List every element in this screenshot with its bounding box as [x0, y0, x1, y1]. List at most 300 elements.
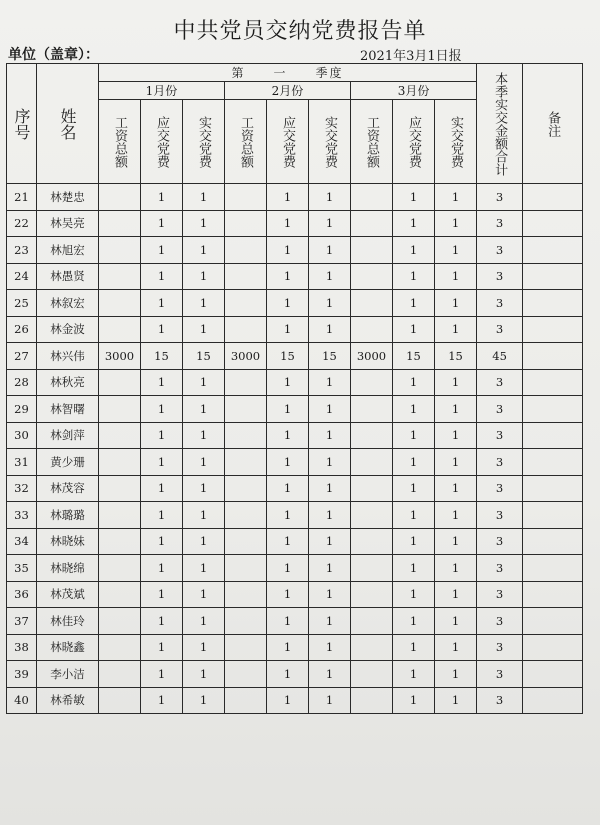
due-cell: 1	[267, 581, 309, 608]
paid-cell: 1	[435, 502, 477, 529]
paid-cell: 1	[183, 316, 225, 343]
due-cell: 1	[141, 502, 183, 529]
salary-cell	[351, 449, 393, 476]
salary-cell	[225, 263, 267, 290]
name-cell: 林璐璐	[37, 502, 99, 529]
salary-cell	[351, 184, 393, 211]
due-cell: 1	[141, 237, 183, 264]
table-row	[7, 343, 583, 370]
header-quarter: 第 一 季度	[99, 64, 477, 82]
paid-cell: 1	[309, 449, 351, 476]
header-salary: 工资总额	[99, 100, 141, 184]
due-cell: 1	[141, 528, 183, 555]
due-cell: 1	[393, 608, 435, 635]
paid-cell: 1	[309, 290, 351, 317]
paid-cell: 1	[435, 263, 477, 290]
table-row	[7, 608, 583, 635]
table-row	[7, 369, 583, 396]
salary-cell	[99, 237, 141, 264]
paid-cell: 1	[435, 608, 477, 635]
salary-cell	[351, 634, 393, 661]
salary-cell	[225, 634, 267, 661]
paid-cell: 1	[435, 316, 477, 343]
remark-cell	[523, 369, 583, 396]
header-quarter-total: 本季实交金额合计	[477, 64, 523, 184]
remark-cell	[523, 184, 583, 211]
paid-cell: 1	[183, 184, 225, 211]
seq-cell: 27	[7, 343, 37, 370]
table-row	[7, 422, 583, 449]
paid-cell: 1	[435, 290, 477, 317]
salary-cell	[99, 449, 141, 476]
total-cell: 3	[477, 502, 523, 529]
seq-cell: 22	[7, 210, 37, 237]
due-cell: 15	[393, 343, 435, 370]
table-row	[7, 634, 583, 661]
paid-cell: 1	[435, 634, 477, 661]
due-cell: 1	[393, 369, 435, 396]
name-cell: 林晓绵	[37, 555, 99, 582]
salary-cell: 3000	[351, 343, 393, 370]
salary-cell	[225, 608, 267, 635]
salary-cell	[99, 184, 141, 211]
report-date: 2021年3月1日报	[360, 49, 462, 64]
paid-cell: 15	[183, 343, 225, 370]
due-cell: 1	[393, 634, 435, 661]
paid-cell: 1	[183, 396, 225, 423]
total-cell: 3	[477, 528, 523, 555]
due-cell: 1	[267, 237, 309, 264]
salary-cell	[225, 369, 267, 396]
paid-cell: 1	[309, 502, 351, 529]
name-cell: 林佳玲	[37, 608, 99, 635]
table-row	[7, 290, 583, 317]
table-row	[7, 528, 583, 555]
due-cell: 1	[393, 210, 435, 237]
remark-cell	[523, 687, 583, 714]
table-row	[7, 687, 583, 714]
salary-cell	[351, 369, 393, 396]
name-cell: 李小洁	[37, 661, 99, 688]
salary-cell	[351, 528, 393, 555]
due-cell: 1	[267, 502, 309, 529]
salary-cell	[99, 290, 141, 317]
salary-cell	[225, 210, 267, 237]
seq-cell: 30	[7, 422, 37, 449]
total-cell: 3	[477, 184, 523, 211]
paid-cell: 1	[183, 449, 225, 476]
table-row	[7, 555, 583, 582]
total-cell: 3	[477, 634, 523, 661]
salary-cell	[99, 475, 141, 502]
paid-cell: 1	[183, 422, 225, 449]
seq-cell: 33	[7, 502, 37, 529]
table-row	[7, 184, 583, 211]
salary-cell: 3000	[99, 343, 141, 370]
paid-cell: 15	[309, 343, 351, 370]
name-cell: 林晓妹	[37, 528, 99, 555]
salary-cell	[351, 237, 393, 264]
salary-cell	[225, 396, 267, 423]
salary-cell	[99, 502, 141, 529]
due-cell: 1	[141, 475, 183, 502]
name-cell: 林吴亮	[37, 210, 99, 237]
paid-cell: 1	[309, 634, 351, 661]
due-cell: 1	[267, 449, 309, 476]
total-cell: 3	[477, 290, 523, 317]
due-cell: 1	[393, 661, 435, 688]
name-cell: 林愚贤	[37, 263, 99, 290]
due-cell: 1	[267, 210, 309, 237]
seq-cell: 35	[7, 555, 37, 582]
due-cell: 1	[393, 237, 435, 264]
total-cell: 3	[477, 422, 523, 449]
remark-cell	[523, 263, 583, 290]
seq-cell: 34	[7, 528, 37, 555]
salary-cell	[351, 290, 393, 317]
header-due: 应交党费	[393, 100, 435, 184]
remark-cell	[523, 528, 583, 555]
salary-cell	[225, 237, 267, 264]
due-cell: 1	[393, 290, 435, 317]
remark-cell	[523, 581, 583, 608]
due-cell: 1	[393, 263, 435, 290]
paid-cell: 1	[309, 237, 351, 264]
table-row	[7, 502, 583, 529]
due-cell: 1	[267, 263, 309, 290]
due-cell: 1	[393, 422, 435, 449]
table-row	[7, 237, 583, 264]
total-cell: 3	[477, 369, 523, 396]
paid-cell: 1	[309, 608, 351, 635]
due-cell: 1	[267, 661, 309, 688]
name-cell: 林茂容	[37, 475, 99, 502]
salary-cell	[225, 661, 267, 688]
paid-cell: 1	[435, 210, 477, 237]
salary-cell	[99, 687, 141, 714]
salary-cell	[351, 661, 393, 688]
total-cell: 3	[477, 555, 523, 582]
paid-cell: 1	[309, 263, 351, 290]
name-cell: 林晓鑫	[37, 634, 99, 661]
due-cell: 1	[141, 449, 183, 476]
due-cell: 1	[267, 396, 309, 423]
paid-cell: 1	[309, 422, 351, 449]
salary-cell	[99, 528, 141, 555]
seq-cell: 26	[7, 316, 37, 343]
remark-cell	[523, 661, 583, 688]
paid-cell: 1	[309, 396, 351, 423]
remark-cell	[523, 449, 583, 476]
paid-cell: 1	[309, 528, 351, 555]
due-cell: 1	[267, 290, 309, 317]
paid-cell: 1	[435, 687, 477, 714]
header-salary: 工资总额	[225, 100, 267, 184]
due-cell: 1	[141, 316, 183, 343]
salary-cell	[351, 502, 393, 529]
header-paid: 实交党费	[183, 100, 225, 184]
salary-cell	[99, 555, 141, 582]
total-cell: 3	[477, 396, 523, 423]
due-cell: 1	[141, 634, 183, 661]
total-cell: 3	[477, 263, 523, 290]
paid-cell: 1	[183, 581, 225, 608]
paid-cell: 1	[183, 608, 225, 635]
seq-cell: 40	[7, 687, 37, 714]
table-row	[7, 475, 583, 502]
seq-cell: 21	[7, 184, 37, 211]
paid-cell: 1	[435, 528, 477, 555]
due-cell: 15	[141, 343, 183, 370]
due-cell: 1	[393, 502, 435, 529]
header-seq: 序号	[7, 64, 37, 184]
table-row	[7, 396, 583, 423]
due-cell: 1	[141, 555, 183, 582]
due-cell: 1	[393, 687, 435, 714]
due-cell: 1	[393, 581, 435, 608]
name-cell: 林剑萍	[37, 422, 99, 449]
due-cell: 1	[393, 396, 435, 423]
salary-cell	[351, 422, 393, 449]
due-cell: 1	[267, 634, 309, 661]
salary-cell	[225, 290, 267, 317]
dues-table	[6, 63, 583, 714]
paid-cell: 1	[309, 687, 351, 714]
header-remark: 备注	[523, 64, 583, 184]
salary-cell	[99, 608, 141, 635]
salary-cell	[99, 661, 141, 688]
table-row	[7, 263, 583, 290]
name-cell: 林秋亮	[37, 369, 99, 396]
due-cell: 1	[141, 263, 183, 290]
paid-cell: 1	[183, 661, 225, 688]
paid-cell: 1	[309, 581, 351, 608]
due-cell: 1	[393, 449, 435, 476]
remark-cell	[523, 210, 583, 237]
table-row	[7, 449, 583, 476]
total-cell: 3	[477, 661, 523, 688]
remark-cell	[523, 475, 583, 502]
paid-cell: 1	[435, 422, 477, 449]
seq-cell: 29	[7, 396, 37, 423]
paid-cell: 1	[183, 210, 225, 237]
due-cell: 1	[141, 661, 183, 688]
paid-cell: 1	[183, 475, 225, 502]
salary-cell	[225, 184, 267, 211]
header-paid: 实交党费	[435, 100, 477, 184]
due-cell: 1	[141, 210, 183, 237]
header-month-3: 3月份	[351, 82, 477, 100]
due-cell: 1	[393, 184, 435, 211]
remark-cell	[523, 290, 583, 317]
header-due: 应交党费	[141, 100, 183, 184]
paid-cell: 1	[309, 661, 351, 688]
name-cell: 林茂斌	[37, 581, 99, 608]
salary-cell	[99, 581, 141, 608]
paid-cell: 1	[183, 237, 225, 264]
due-cell: 1	[141, 422, 183, 449]
seq-cell: 28	[7, 369, 37, 396]
total-cell: 3	[477, 581, 523, 608]
paid-cell: 1	[435, 661, 477, 688]
due-cell: 1	[267, 475, 309, 502]
total-cell: 3	[477, 316, 523, 343]
unit-label: 单位（盖章）：	[8, 47, 99, 63]
due-cell: 1	[393, 528, 435, 555]
remark-cell	[523, 502, 583, 529]
page-title: 中共党员交纳党费报告单	[173, 19, 427, 44]
paid-cell: 1	[435, 369, 477, 396]
due-cell: 1	[267, 687, 309, 714]
due-cell: 1	[393, 555, 435, 582]
remark-cell	[523, 555, 583, 582]
due-cell: 1	[267, 608, 309, 635]
name-cell: 林智曙	[37, 396, 99, 423]
seq-cell: 31	[7, 449, 37, 476]
salary-cell	[225, 449, 267, 476]
salary-cell	[351, 608, 393, 635]
paid-cell: 1	[435, 237, 477, 264]
remark-cell	[523, 396, 583, 423]
name-cell: 林旭宏	[37, 237, 99, 264]
salary-cell	[225, 687, 267, 714]
remark-cell	[523, 422, 583, 449]
header-month-2: 2月份	[225, 82, 351, 100]
salary-cell	[99, 369, 141, 396]
salary-cell	[225, 422, 267, 449]
seq-cell: 23	[7, 237, 37, 264]
name-cell: 林兴伟	[37, 343, 99, 370]
total-cell: 3	[477, 237, 523, 264]
salary-cell	[99, 422, 141, 449]
due-cell: 1	[141, 184, 183, 211]
table-row	[7, 316, 583, 343]
paid-cell: 15	[435, 343, 477, 370]
paid-cell: 1	[183, 263, 225, 290]
remark-cell	[523, 634, 583, 661]
total-cell: 3	[477, 449, 523, 476]
total-cell: 3	[477, 687, 523, 714]
paid-cell: 1	[435, 396, 477, 423]
name-cell: 黄少珊	[37, 449, 99, 476]
paid-cell: 1	[183, 687, 225, 714]
due-cell: 1	[393, 316, 435, 343]
header-paid: 实交党费	[309, 100, 351, 184]
salary-cell	[351, 210, 393, 237]
due-cell: 1	[141, 290, 183, 317]
paid-cell: 1	[183, 528, 225, 555]
salary-cell	[225, 555, 267, 582]
due-cell: 1	[267, 528, 309, 555]
header-month-1: 1月份	[99, 82, 225, 100]
name-cell: 林金波	[37, 316, 99, 343]
due-cell: 1	[267, 184, 309, 211]
salary-cell	[351, 581, 393, 608]
paid-cell: 1	[309, 316, 351, 343]
paid-cell: 1	[435, 475, 477, 502]
seq-cell: 38	[7, 634, 37, 661]
paid-cell: 1	[435, 555, 477, 582]
header-name: 姓名	[37, 64, 99, 184]
paid-cell: 1	[309, 475, 351, 502]
table-row	[7, 661, 583, 688]
name-cell: 林希敏	[37, 687, 99, 714]
due-cell: 1	[141, 369, 183, 396]
paid-cell: 1	[183, 634, 225, 661]
seq-cell: 25	[7, 290, 37, 317]
salary-cell	[351, 687, 393, 714]
remark-cell	[523, 608, 583, 635]
paid-cell: 1	[309, 369, 351, 396]
paid-cell: 1	[183, 555, 225, 582]
paid-cell: 1	[435, 581, 477, 608]
due-cell: 1	[267, 422, 309, 449]
total-cell: 3	[477, 608, 523, 635]
salary-cell	[225, 502, 267, 529]
salary-cell	[99, 316, 141, 343]
seq-cell: 24	[7, 263, 37, 290]
paid-cell: 1	[435, 184, 477, 211]
salary-cell	[351, 396, 393, 423]
due-cell: 1	[141, 608, 183, 635]
paid-cell: 1	[183, 369, 225, 396]
remark-cell	[523, 237, 583, 264]
salary-cell	[351, 263, 393, 290]
seq-cell: 32	[7, 475, 37, 502]
salary-cell	[225, 475, 267, 502]
table-row	[7, 210, 583, 237]
salary-cell	[99, 634, 141, 661]
due-cell: 1	[267, 316, 309, 343]
remark-cell	[523, 316, 583, 343]
remark-cell	[523, 343, 583, 370]
total-cell: 45	[477, 343, 523, 370]
name-cell: 林楚忠	[37, 184, 99, 211]
total-cell: 3	[477, 475, 523, 502]
salary-cell: 3000	[225, 343, 267, 370]
salary-cell	[99, 210, 141, 237]
name-cell: 林叙宏	[37, 290, 99, 317]
table-row	[7, 581, 583, 608]
salary-cell	[225, 528, 267, 555]
seq-cell: 36	[7, 581, 37, 608]
due-cell: 15	[267, 343, 309, 370]
seq-cell: 39	[7, 661, 37, 688]
total-cell: 3	[477, 210, 523, 237]
due-cell: 1	[141, 581, 183, 608]
paid-cell: 1	[309, 555, 351, 582]
paid-cell: 1	[309, 210, 351, 237]
salary-cell	[351, 555, 393, 582]
header-salary: 工资总额	[351, 100, 393, 184]
salary-cell	[99, 396, 141, 423]
paid-cell: 1	[183, 290, 225, 317]
due-cell: 1	[141, 396, 183, 423]
paid-cell: 1	[183, 502, 225, 529]
due-cell: 1	[393, 475, 435, 502]
paid-cell: 1	[309, 184, 351, 211]
due-cell: 1	[141, 687, 183, 714]
salary-cell	[351, 475, 393, 502]
salary-cell	[351, 316, 393, 343]
salary-cell	[225, 316, 267, 343]
salary-cell	[225, 581, 267, 608]
salary-cell	[99, 263, 141, 290]
due-cell: 1	[267, 369, 309, 396]
header-due: 应交党费	[267, 100, 309, 184]
seq-cell: 37	[7, 608, 37, 635]
paid-cell: 1	[435, 449, 477, 476]
